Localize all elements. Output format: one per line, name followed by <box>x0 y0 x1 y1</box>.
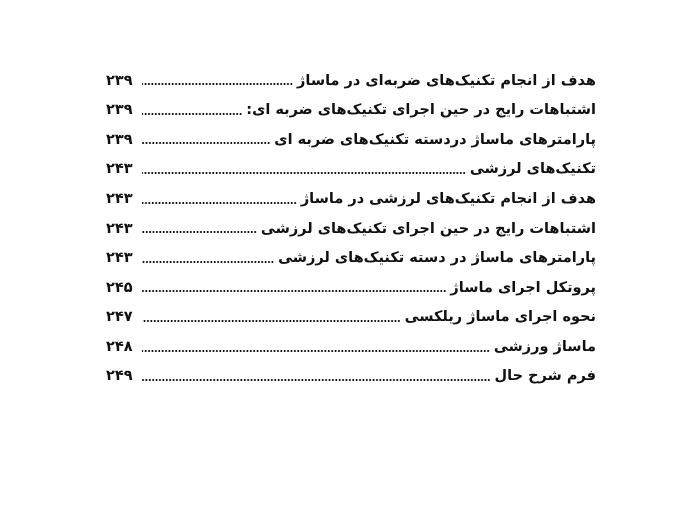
toc-entry[interactable] <box>106 155 596 185</box>
toc-entry[interactable] <box>106 362 596 392</box>
toc-entry[interactable] <box>106 125 596 155</box>
toc-dot-leader <box>142 202 297 204</box>
toc-dot-leader <box>142 142 270 144</box>
toc-entry-title: پارامترهای ماساژ دردسته تکنیک‌های ضربه ای <box>274 131 596 148</box>
toc-entry-page: ۲۴۹ <box>106 368 133 385</box>
toc-entry-page: ۲۴۵ <box>106 279 133 296</box>
toc-entry[interactable] <box>106 184 596 214</box>
toc-entry-page: ۲۳۹ <box>106 102 133 119</box>
toc-entry[interactable] <box>106 66 596 96</box>
toc-entry-title: نحوه اجرای ماساژ ریلکسی <box>404 309 596 326</box>
toc-entry-page: ۲۴۳ <box>106 250 133 267</box>
toc-entry[interactable] <box>106 244 596 274</box>
toc-entry-title: پروتکل اجرای ماساژ <box>450 279 596 296</box>
toc-entry-title: هدف از انجام تکنیک‌های لرزشی در ماساژ <box>300 190 596 207</box>
toc-entry-title: ماساژ ورزشی <box>493 338 596 355</box>
toc-entry-page: ۲۳۹ <box>106 72 133 89</box>
toc-dot-leader <box>142 83 293 85</box>
toc-entry-title: هدف از انجام تکنیک‌های ضربه‌ای در ماساژ <box>297 72 596 89</box>
toc-entry-page: ۲۴۳ <box>106 220 133 237</box>
toc-dot-leader <box>142 350 490 352</box>
toc-entry[interactable] <box>106 303 596 333</box>
toc-entry-page: ۲۴۸ <box>106 338 133 355</box>
toc-entry[interactable] <box>106 332 596 362</box>
toc-entry-title: تکنیک‌های لرزشی <box>469 161 596 178</box>
toc-entry-title: فرم شرح حال <box>494 368 596 385</box>
toc-entry[interactable] <box>106 273 596 303</box>
toc-dot-leader <box>142 379 491 381</box>
toc-dot-leader <box>142 290 446 292</box>
toc-entry-title: اشتباهات رایج در حین اجرای تکنیک‌های ضربه ای: <box>246 102 596 119</box>
toc-entry-title: اشتباهات رایج در حین اجرای تکنیک‌های لرزشی <box>260 220 596 237</box>
toc-entry-page: ۲۴۳ <box>106 161 133 178</box>
toc-entry[interactable] <box>106 214 596 244</box>
toc-dot-leader <box>142 231 257 233</box>
toc-entry-page: ۲۴۳ <box>106 190 133 207</box>
table-of-contents <box>106 66 596 392</box>
toc-entry[interactable] <box>106 96 596 126</box>
toc-dot-leader <box>142 113 242 115</box>
toc-entry-page: ۲۳۹ <box>106 131 133 148</box>
toc-dot-leader <box>142 320 401 322</box>
toc-entry-title: پارامترهای ماساژ در دسته تکنیک‌های لرزشی <box>278 250 596 267</box>
toc-entry-page: ۲۴۷ <box>106 309 133 326</box>
toc-dot-leader <box>142 261 274 263</box>
toc-dot-leader <box>142 172 466 174</box>
